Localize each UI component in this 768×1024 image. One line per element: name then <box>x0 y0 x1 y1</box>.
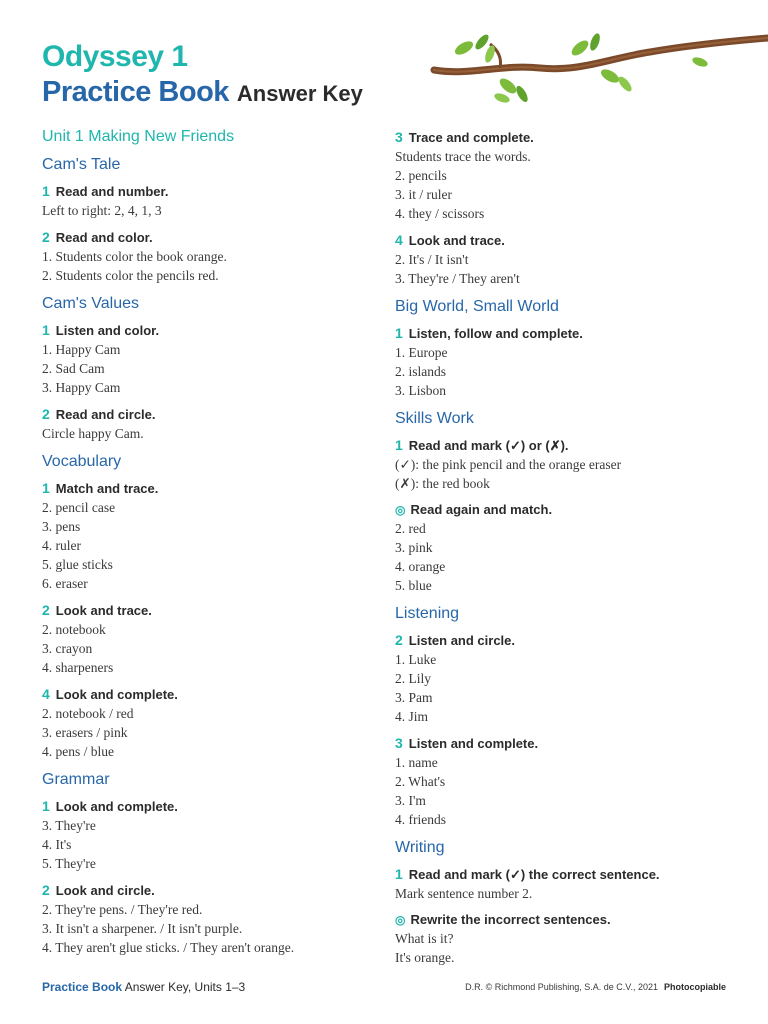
answer-line: 3. pink <box>395 540 433 555</box>
exercise-instruction: Look and complete. <box>55 799 178 814</box>
section-title: Writing <box>395 839 445 856</box>
page-footer <box>42 980 726 996</box>
footer-copyright: D.R. © Richmond Publishing, S.A. de C.V., 2021 <box>465 982 658 992</box>
answer-line: 4. It's <box>42 837 72 852</box>
answer-line: 2. islands <box>395 364 447 379</box>
exercise-block <box>395 734 735 829</box>
answer-line: Students trace the words. <box>395 149 531 164</box>
footer-book-title: Practice Book <box>42 980 123 994</box>
exercise-heading <box>395 231 735 250</box>
exercise-block <box>42 321 382 397</box>
exercise-instruction: Rewrite the incorrect sentences. <box>410 912 611 927</box>
right-column <box>395 128 735 976</box>
unit-title: Unit 1 Making New Friends <box>42 128 235 145</box>
section-title: Cam's Values <box>42 295 140 312</box>
answer-line: 2. Sad Cam <box>42 361 105 376</box>
section-block <box>42 770 382 957</box>
answer-line: 3. erasers / pink <box>42 725 128 740</box>
page-header <box>42 40 363 109</box>
answer-line: 4. orange <box>395 559 446 574</box>
answer-line: 1. Students color the book orange. <box>42 249 227 264</box>
exercise-number: 1 <box>395 437 403 453</box>
exercise-number: 2 <box>42 602 50 618</box>
footer-units: Answer Key, Units 1–3 <box>124 980 246 994</box>
exercise-instruction: Read and mark (✓) the correct sentence. <box>408 867 660 882</box>
exercise-heading <box>42 228 382 247</box>
exercise-heading <box>395 911 735 929</box>
section-title: Listening <box>395 605 460 622</box>
footer-copyright-block <box>465 982 726 992</box>
answer-line: 3. They're / They aren't <box>395 271 520 286</box>
exercise-number: 1 <box>42 798 50 814</box>
exercise-instruction: Read and circle. <box>55 407 156 422</box>
answer-line: 3. it / ruler <box>395 187 452 202</box>
exercise-block <box>395 231 735 288</box>
answer-line: 5. glue sticks <box>42 557 113 572</box>
tree-branch-illustration <box>430 28 768 108</box>
exercise-instruction: Listen and circle. <box>408 633 515 648</box>
answer-line: 2. pencils <box>395 168 447 183</box>
exercise-number: 2 <box>42 406 50 422</box>
exercise-number: 2 <box>42 229 50 245</box>
exercise-heading <box>395 734 735 753</box>
exercise-instruction: Look and trace. <box>408 233 505 248</box>
exercise-number: 1 <box>42 322 50 338</box>
exercise-instruction: Read again and match. <box>410 502 553 517</box>
exercise-heading <box>42 182 382 201</box>
answer-line: 2. Lily <box>395 671 431 686</box>
exercise-number: 4 <box>395 232 403 248</box>
section-block <box>395 838 735 967</box>
answer-line: 3. Pam <box>395 690 433 705</box>
answer-line: 2. They're pens. / They're red. <box>42 902 203 917</box>
exercise-number: 3 <box>395 129 403 145</box>
exercise-instruction: Trace and complete. <box>408 130 534 145</box>
footer-book-info <box>42 980 245 994</box>
exercise-heading <box>395 865 735 884</box>
exercise-heading <box>42 685 382 704</box>
exercise-number: 4 <box>42 686 50 702</box>
answer-line: 1. Happy Cam <box>42 342 121 357</box>
answer-line: 2. red <box>395 521 426 536</box>
exercise-number: 2 <box>395 632 403 648</box>
exercise-instruction: Listen and color. <box>55 323 160 338</box>
answer-line: Circle happy Cam. <box>42 426 144 441</box>
answer-line: 2. notebook <box>42 622 106 637</box>
answer-line: Left to right: 2, 4, 1, 3 <box>42 203 162 218</box>
exercise-heading <box>395 128 735 147</box>
answer-line: 3. Happy Cam <box>42 380 121 395</box>
exercise-heading <box>42 881 382 900</box>
exercise-heading <box>42 479 382 498</box>
exercise-instruction: Look and trace. <box>55 603 152 618</box>
exercise-block <box>395 501 735 595</box>
answer-line: 3. It isn't a sharpener. / It isn't purple. <box>42 921 243 936</box>
exercise-heading <box>395 631 735 650</box>
section-block <box>395 604 735 829</box>
target-circle-icon: ◎ <box>395 913 406 927</box>
section-block <box>42 294 382 443</box>
answer-line: 1. Europe <box>395 345 448 360</box>
exercise-instruction: Read and mark (✓) or (✗). <box>408 438 569 453</box>
exercise-block <box>395 324 735 400</box>
left-column <box>42 128 382 966</box>
section-title: Cam's Tale <box>42 156 121 173</box>
exercise-block <box>395 865 735 903</box>
exercise-instruction: Listen and complete. <box>408 736 539 751</box>
exercise-instruction: Match and trace. <box>55 481 159 496</box>
exercise-heading <box>42 601 382 620</box>
exercise-number: 3 <box>395 735 403 751</box>
answer-line: 4. Jim <box>395 709 429 724</box>
answer-line: (✓): the pink pencil and the orange eraser <box>395 457 622 472</box>
answer-line: 1. name <box>395 755 438 770</box>
exercise-number: 1 <box>395 325 403 341</box>
answer-line: What is it? <box>395 931 454 946</box>
exercise-block <box>42 479 382 593</box>
section-block <box>42 452 382 761</box>
section-title: Grammar <box>42 771 110 788</box>
exercise-instruction: Read and number. <box>55 184 169 199</box>
exercise-heading <box>395 436 735 455</box>
answer-line: 3. crayon <box>42 641 93 656</box>
exercise-instruction: Look and complete. <box>55 687 178 702</box>
answer-line: (✗): the red book <box>395 476 490 491</box>
answer-line: 3. Lisbon <box>395 383 447 398</box>
answer-line: Mark sentence number 2. <box>395 886 533 901</box>
series-title: Odyssey 1 <box>42 40 188 73</box>
exercise-block <box>42 228 382 285</box>
answer-line: 6. eraser <box>42 576 88 591</box>
exercise-block <box>42 797 382 873</box>
section-block <box>395 409 735 595</box>
exercise-heading <box>42 405 382 424</box>
exercise-heading <box>42 797 382 816</box>
exercise-block <box>395 436 735 493</box>
answer-line: 4. pens / blue <box>42 744 114 759</box>
section-block-continued <box>395 128 735 288</box>
exercise-block <box>395 631 735 726</box>
exercise-block <box>395 128 735 223</box>
exercise-block <box>42 405 382 443</box>
answer-line: 3. They're <box>42 818 96 833</box>
footer-photocopiable: Photocopiable <box>663 982 726 992</box>
answer-line: 2. What's <box>395 774 446 789</box>
exercise-number: 1 <box>42 183 50 199</box>
exercise-block <box>42 881 382 957</box>
exercise-block <box>42 182 382 220</box>
answer-line: 4. ruler <box>42 538 81 553</box>
answer-line: 5. They're <box>42 856 96 871</box>
exercise-number: 2 <box>42 882 50 898</box>
answer-line: 2. pencil case <box>42 500 116 515</box>
answer-line: 2. notebook / red <box>42 706 134 721</box>
exercise-block <box>42 601 382 677</box>
exercise-heading <box>395 501 735 519</box>
exercise-heading <box>395 324 735 343</box>
exercise-instruction: Listen, follow and complete. <box>408 326 583 341</box>
target-circle-icon: ◎ <box>395 503 406 517</box>
exercise-instruction: Read and color. <box>55 230 153 245</box>
exercise-block <box>395 911 735 967</box>
exercise-instruction: Look and circle. <box>55 883 155 898</box>
book-title-line <box>42 76 363 109</box>
section-title: Skills Work <box>395 410 474 427</box>
exercise-number: 1 <box>42 480 50 496</box>
exercise-number: 1 <box>395 866 403 882</box>
answer-line: 5. blue <box>395 578 432 593</box>
answer-line: 3. I'm <box>395 793 426 808</box>
exercise-heading <box>42 321 382 340</box>
answer-line: 2. It's / It isn't <box>395 252 469 267</box>
answer-line: 4. they / scissors <box>395 206 485 221</box>
answer-line: 1. Luke <box>395 652 437 667</box>
section-title: Vocabulary <box>42 453 122 470</box>
book-title: Practice Book <box>42 76 229 108</box>
answer-line: 3. pens <box>42 519 81 534</box>
answer-line: 4. sharpeners <box>42 660 114 675</box>
exercise-block <box>42 685 382 761</box>
section-title: Big World, Small World <box>395 298 559 315</box>
section-block <box>42 155 382 285</box>
section-block <box>395 297 735 400</box>
answer-line: 4. They aren't glue sticks. / They aren't orange. <box>42 940 295 955</box>
answer-line: 2. Students color the pencils red. <box>42 268 219 283</box>
answer-line: It's orange. <box>395 950 455 965</box>
answer-line: 4. friends <box>395 812 446 827</box>
book-subtitle: Answer Key <box>236 81 363 106</box>
